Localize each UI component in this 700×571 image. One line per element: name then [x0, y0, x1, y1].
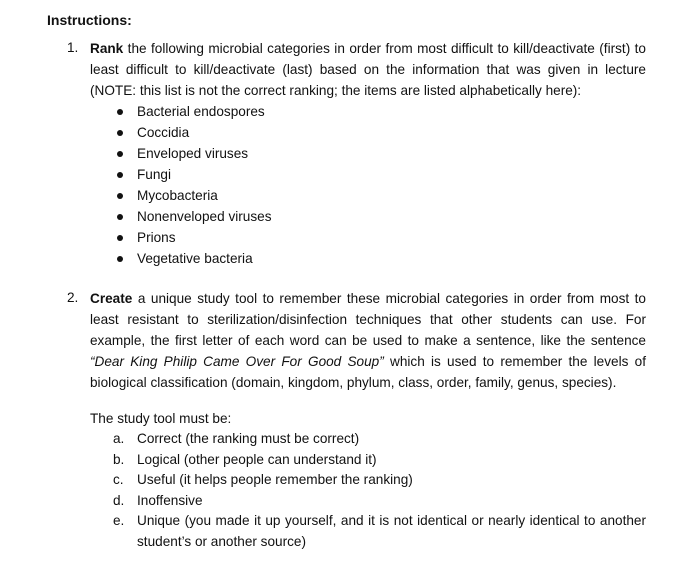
list-item: [115, 185, 272, 206]
item-1-number: 1.: [67, 40, 79, 55]
criteria-list: [113, 429, 646, 552]
mnemonic-example-quote: “Dear King Philip Came Over For Good Soup”: [90, 354, 384, 369]
microbial-category-list: [115, 101, 272, 269]
category-label: Bacterial endospores: [137, 104, 265, 119]
category-label: Fungi: [137, 167, 172, 182]
instructions-heading: Instructions:: [47, 12, 132, 28]
category-label: Prions: [137, 230, 176, 245]
category-label: Enveloped viruses: [137, 146, 249, 161]
list-item: [115, 227, 272, 248]
item-2-number: 2.: [67, 290, 79, 305]
bullet-icon: [117, 235, 123, 241]
list-item: [113, 491, 646, 512]
category-label: Coccidia: [137, 125, 190, 140]
criteria-letter: d.: [113, 492, 125, 508]
criteria-text: Correct (the ranking must be correct): [137, 431, 360, 446]
bullet-icon: [117, 172, 123, 178]
item-2-description: a unique study tool to remember these microbial categories in order from most to least resistant to sterilization/disinfection techniques that other students can use. For example, the first letter of each word can be used to make a sentence, like the sentence: [90, 291, 646, 348]
item-2-description-end: which is used to remember the levels of biological classification (domain, kingdom, phylum, class, order, family, genus, species).: [90, 354, 646, 390]
list-item: [115, 164, 272, 185]
list-item: [115, 143, 272, 164]
bullet-icon: [117, 151, 123, 157]
criteria-text: Logical (other people can understand it): [137, 451, 377, 467]
criteria-text: Inoffensive: [137, 492, 203, 508]
list-item: [113, 450, 646, 471]
category-label: Nonenveloped viruses: [137, 209, 272, 224]
item-1-text: [90, 38, 646, 101]
list-item: [115, 122, 272, 143]
bullet-icon: [117, 256, 123, 262]
list-item: [115, 206, 272, 227]
criteria-text: Useful (it helps people remember the ranking): [137, 472, 413, 487]
criteria-text: Unique (you made it up yourself, and it is not identical or nearly identical to another student’s or another source): [137, 513, 646, 549]
category-label: Vegetative bacteria: [137, 251, 253, 266]
criteria-intro: The study tool must be:: [90, 411, 232, 426]
bullet-icon: [117, 109, 123, 115]
category-label: Mycobacteria: [137, 188, 218, 203]
list-item: [113, 511, 646, 552]
bullet-icon: [117, 214, 123, 220]
item-1-verb: Rank: [90, 41, 124, 56]
criteria-letter: e.: [113, 513, 125, 528]
list-item: [113, 470, 646, 491]
list-item: [115, 101, 272, 122]
criteria-letter: b.: [113, 451, 125, 467]
list-item: [113, 429, 646, 450]
item-1-description: the following microbial categories in order from most difficult to kill/deactivate (first) to least difficult to kill/deactivate (last) based on the information that was given in lecture (NOTE: this list is not the correct ranking; the items are listed alphabetically here):: [90, 41, 646, 98]
list-item: [115, 248, 272, 269]
item-2-text: [90, 288, 646, 393]
criteria-letter: c.: [113, 472, 124, 487]
bullet-icon: [117, 130, 123, 136]
item-2-verb: Create: [90, 291, 133, 306]
criteria-letter: a.: [113, 431, 125, 446]
bullet-icon: [117, 193, 123, 199]
